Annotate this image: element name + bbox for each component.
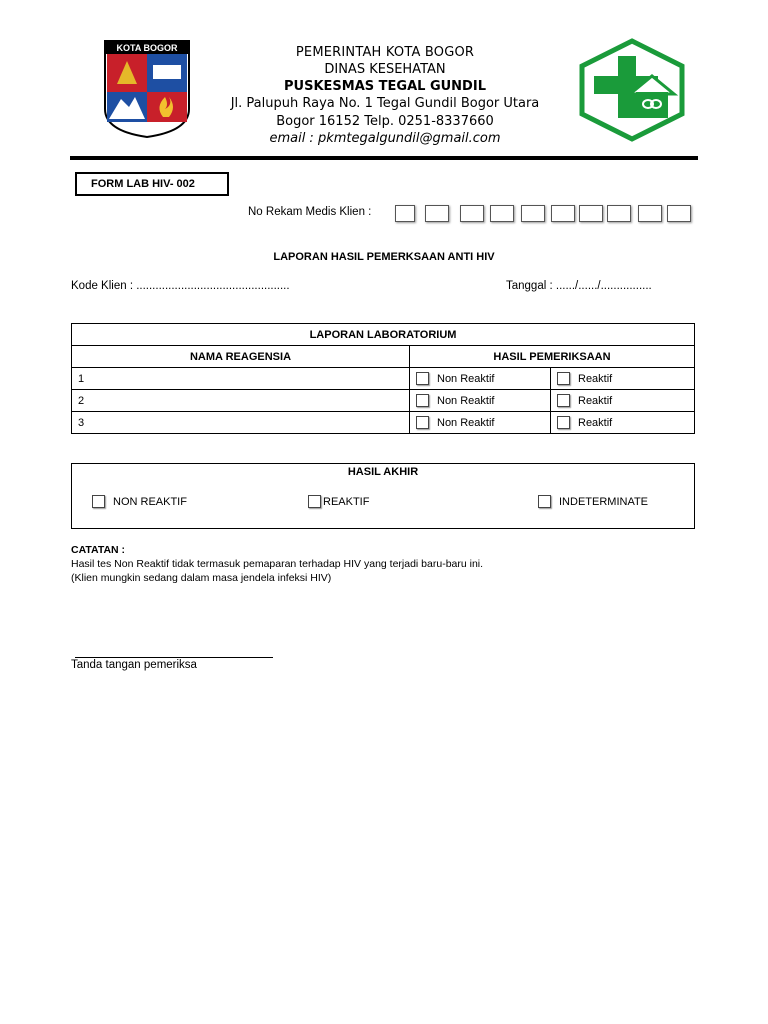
rekam-medis-digit-box[interactable] <box>579 205 603 222</box>
form-id-label: FORM LAB HIV- 002 <box>75 172 229 196</box>
final-option-reaktif[interactable] <box>308 495 369 508</box>
header-government: PEMERINTAH KOTA BOGOR <box>295 45 475 60</box>
catatan-section <box>71 543 483 585</box>
rekam-medis-digit-box[interactable] <box>667 205 691 222</box>
option-reaktif[interactable] <box>551 412 695 434</box>
final-option-non-reaktif[interactable] <box>92 495 187 508</box>
option-label: Non Reaktif <box>437 395 495 407</box>
catatan-line: (Klien mungkin sedang dalam masa jendela infeksi HIV) <box>71 572 332 584</box>
header-email: email : pkmtegalgundil@gmail.com <box>269 131 501 146</box>
rekam-medis-digit-box[interactable] <box>460 205 484 222</box>
rekam-medis-digit-box[interactable] <box>551 205 575 222</box>
option-reaktif[interactable] <box>551 368 695 390</box>
final-option-indeterminate[interactable] <box>538 495 648 508</box>
header-address: Jl. Palupuh Raya No. 1 Tegal Gundil Bogor Utara <box>230 96 540 111</box>
option-label: Reaktif <box>578 395 613 407</box>
option-label: REAKTIF <box>323 496 370 508</box>
tanggal-field[interactable]: Tanggal : ....../....../................ <box>506 280 652 292</box>
option-label: Reaktif <box>578 417 613 429</box>
option-label: Reaktif <box>578 373 613 385</box>
row-number: 1 <box>72 368 410 390</box>
header-phone: Bogor 16152 Telp. 0251-8337660 <box>276 114 494 129</box>
signature-label: Tanda tangan pemeriksa <box>71 659 197 671</box>
signature-line[interactable] <box>75 657 273 658</box>
lab-report-table <box>71 323 695 434</box>
option-non-reaktif[interactable] <box>410 390 551 412</box>
catatan-heading: CATATAN : <box>71 544 126 556</box>
option-reaktif[interactable] <box>551 390 695 412</box>
option-label: Non Reaktif <box>437 417 495 429</box>
report-title: LAPORAN HASIL PEMERKSAAN ANTI HIV <box>273 251 495 263</box>
option-non-reaktif[interactable] <box>410 412 551 434</box>
checkbox-icon[interactable] <box>557 372 570 385</box>
rekam-medis-digit-box[interactable] <box>490 205 514 222</box>
col-header-hasil: HASIL PEMERIKSAAN <box>410 346 695 368</box>
catatan-line: Hasil tes Non Reaktif tidak termasuk pemaparan terhadap HIV yang terjadi baru-baru ini. <box>71 558 484 570</box>
row-number: 2 <box>72 390 410 412</box>
option-label: NON REAKTIF <box>113 496 187 508</box>
table-row <box>72 390 695 412</box>
checkbox-icon[interactable] <box>557 394 570 407</box>
lab-table-title: LAPORAN LABORATORIUM <box>72 324 695 346</box>
row-number: 3 <box>72 412 410 434</box>
checkbox-icon[interactable] <box>416 394 429 407</box>
kode-klien-field[interactable]: Kode Klien : ................................................ <box>71 280 290 292</box>
svg-text:KOTA BOGOR: KOTA BOGOR <box>116 43 178 53</box>
checkbox-icon[interactable] <box>308 495 321 508</box>
rekam-medis-label: No Rekam Medis Klien : <box>248 206 372 218</box>
checkbox-icon[interactable] <box>92 495 105 508</box>
table-row <box>72 368 695 390</box>
header-divider <box>70 156 698 160</box>
header-department: DINAS KESEHATAN <box>324 62 446 77</box>
hasil-akhir-title: HASIL AKHIR <box>347 466 419 478</box>
col-header-reagensia: NAMA REAGENSIA <box>72 346 410 368</box>
table-row <box>72 412 695 434</box>
option-non-reaktif[interactable] <box>410 368 551 390</box>
rekam-medis-digit-box[interactable] <box>638 205 662 222</box>
puskesmas-logo <box>578 38 686 142</box>
option-label: INDETERMINATE <box>559 496 649 508</box>
kota-bogor-crest-logo <box>103 39 191 139</box>
header-puskesmas: PUSKESMAS TEGAL GUNDIL <box>284 79 486 94</box>
checkbox-icon[interactable] <box>416 372 429 385</box>
checkbox-icon[interactable] <box>538 495 551 508</box>
rekam-medis-digit-box[interactable] <box>607 205 631 222</box>
option-label: Non Reaktif <box>437 373 495 385</box>
checkbox-icon[interactable] <box>557 416 570 429</box>
checkbox-icon[interactable] <box>416 416 429 429</box>
rekam-medis-digit-box[interactable] <box>521 205 545 222</box>
rekam-medis-digit-box[interactable] <box>425 205 449 222</box>
rekam-medis-digit-box[interactable] <box>395 205 415 222</box>
